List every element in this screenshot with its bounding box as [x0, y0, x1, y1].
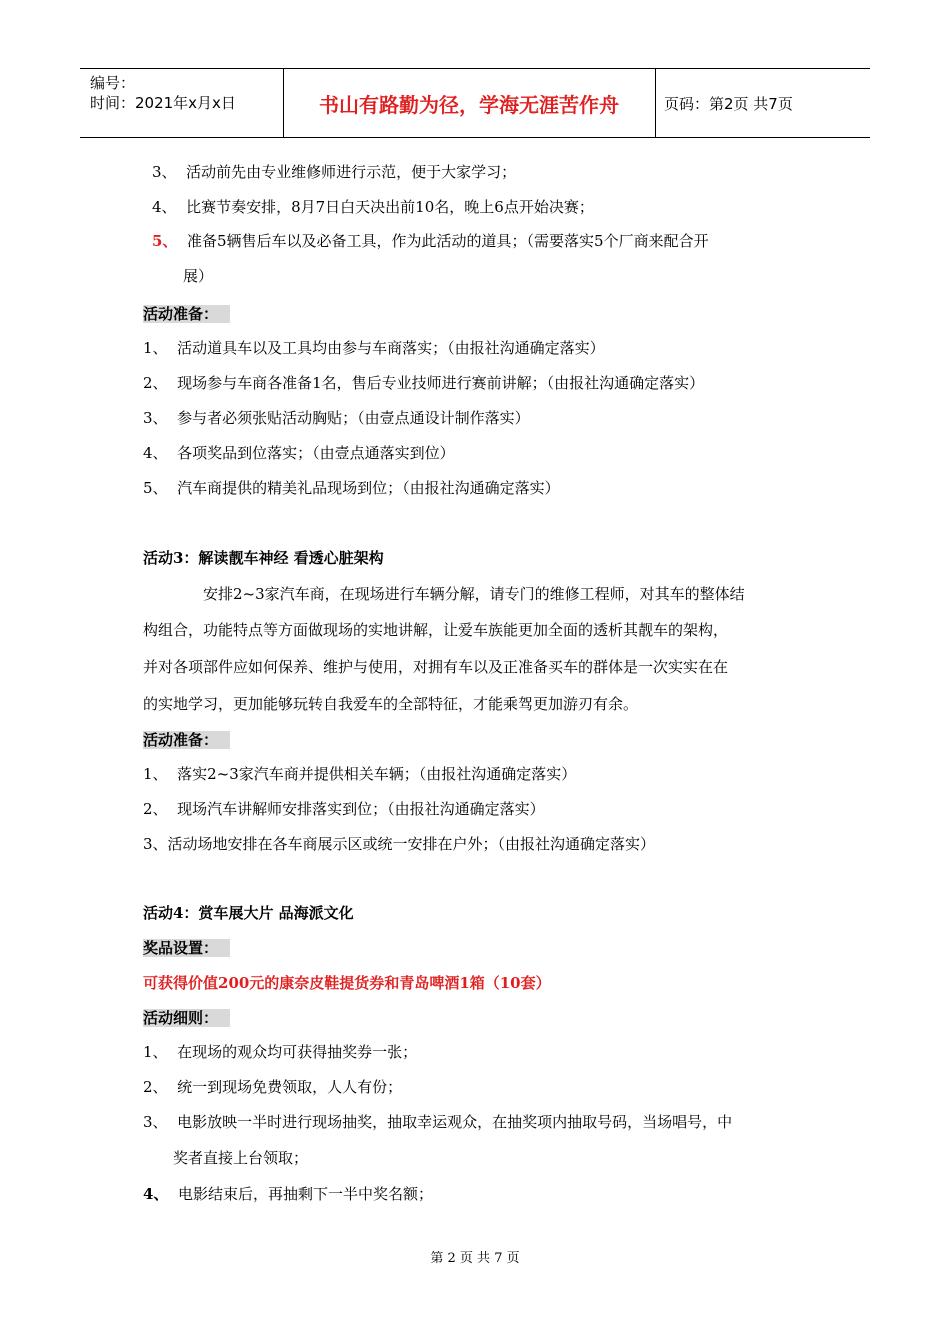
list-item: 3、 活动前先由专业维修师进行示范，便于大家学习； — [152, 163, 517, 181]
header-number: 编号： — [90, 74, 136, 92]
list-item: 1、 在现场的观众均可获得抽奖券一张； — [143, 1043, 418, 1061]
paragraph-line: 的实地学习，更加能够玩转自我爱车的全部特征，才能乘驾更加游刃有余。 — [143, 695, 639, 713]
list-item: 4、 比赛节奏安排，8月7日白天决出前10名，晚上6点开始决赛； — [152, 198, 594, 216]
paragraph-line: 构组合，功能特点等方面做现场的实地讲解，让爱车族能更加全面的透析其靓车的架构， — [143, 621, 729, 639]
list-item: 1、 落实2~3家汽车商并提供相关车辆；（由报社沟通确定落实） — [143, 765, 577, 783]
page-footer: 第 2 页 共 7 页 — [430, 1251, 520, 1266]
list-item: 2、 统一到现场免费领取，人人有份； — [143, 1078, 403, 1096]
activity-title: 活动4：赏车展大片 品海派文化 — [143, 904, 354, 922]
list-item: 5、 准备5辆售后车以及必备工具，作为此活动的道具；（需要落实5个厂商来配合开 — [152, 232, 709, 250]
section-heading: 活动准备： — [143, 304, 230, 324]
section-heading: 奖品设置： — [143, 938, 230, 958]
section-heading: 活动准备： — [143, 730, 230, 750]
header-meta — [90, 73, 236, 113]
paragraph-line: 并对各项部件应如何保养、维护与使用，对拥有车以及正准备买车的群体是一次实实在在 — [143, 658, 729, 676]
header-motto: 书山有路勤为径，学海无涯苦作舟 — [319, 92, 619, 117]
header-page-label: 页码：第2页 共7页 — [664, 94, 793, 113]
activity-title: 活动3：解读靓车神经 看透心脏架构 — [143, 549, 384, 567]
list-item: 3、 参与者必须张贴活动胸贴；（由壹点通设计制作落实） — [143, 409, 530, 427]
section-heading: 活动细则： — [143, 1008, 230, 1028]
list-item: 2、 现场汽车讲解师安排落实到位；（由报社沟通确定落实） — [143, 800, 545, 818]
list-item: 2、 现场参与车商各准备1名，售后专业技师进行赛前讲解；（由报社沟通确定落实） — [143, 374, 705, 392]
list-item: 1、 活动道具车以及工具均由参与车商落实；（由报社沟通确定落实） — [143, 339, 605, 357]
list-item-continuation: 奖者直接上台领取； — [173, 1149, 309, 1167]
list-item: 3、活动场地安排在各车商展示区或统一安排在户外；（由报社沟通确定落实） — [143, 835, 656, 853]
list-item: 3、 电影放映一半时进行现场抽奖，抽取幸运观众，在抽奖项内抽取号码，当场唱号，中 — [143, 1113, 733, 1131]
list-item: 5、 汽车商提供的精美礼品现场到位；（由报社沟通确定落实） — [143, 479, 560, 497]
paragraph-line: 安排2~3家汽车商，在现场进行车辆分解，请专门的维修工程师，对其车的整体结 — [203, 585, 745, 603]
list-item: 4、 各项奖品到位落实；（由壹点通落实到位） — [143, 444, 455, 462]
list-item-continuation: 展） — [183, 267, 214, 285]
header-divider — [655, 69, 656, 137]
header-time: 时间：2021年x月x日 — [90, 94, 236, 112]
list-item: 4、 电影结束后，再抽剩下一半中奖名额； — [143, 1185, 433, 1203]
page-header — [80, 68, 870, 138]
prize-text: 可获得价值200元的康奈皮鞋提货券和青岛啤酒1箱（10套） — [143, 974, 551, 992]
